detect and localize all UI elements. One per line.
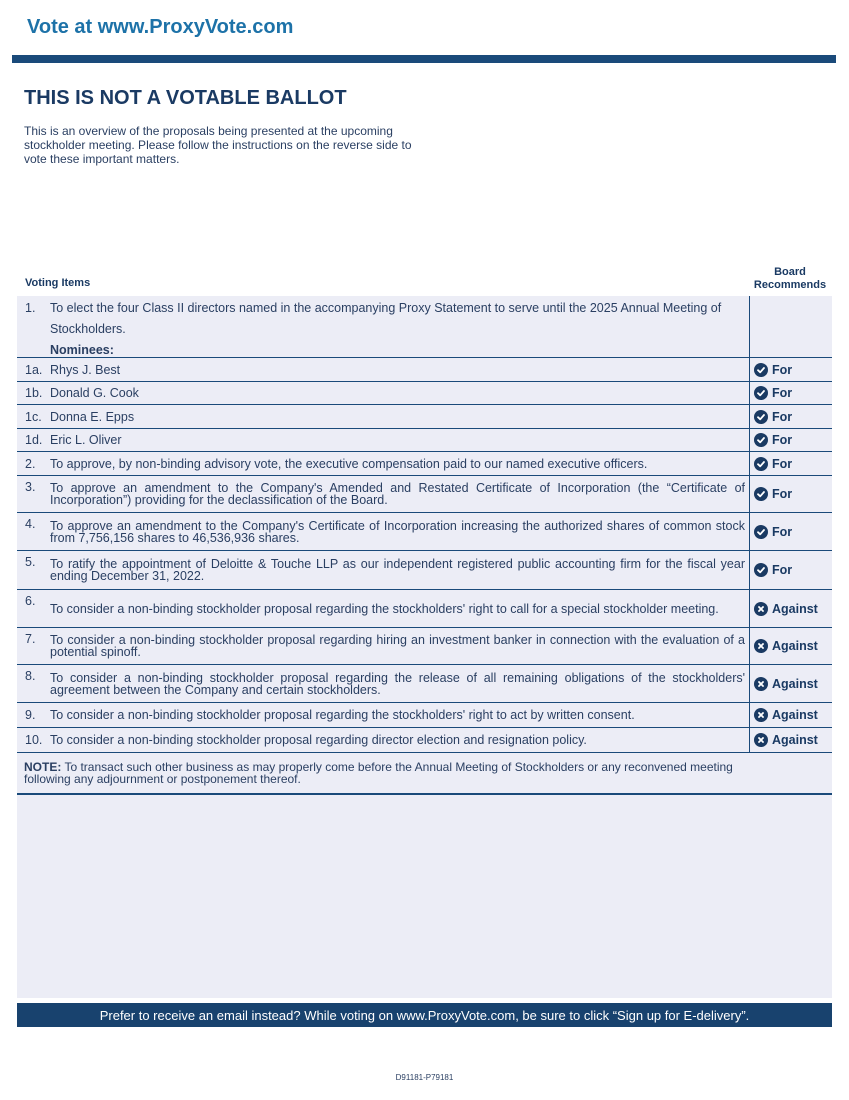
voting-item-9 — [17, 703, 832, 728]
nominee-row — [17, 358, 832, 382]
voting-item-1 — [17, 296, 832, 358]
item-text-cell — [17, 728, 749, 752]
item-number: 6. — [25, 594, 36, 608]
recommendation-value: For — [772, 386, 793, 400]
item-text: To consider a non-binding stockholder proposal regarding the release of all remaining obligations of the stockholders' agreement between the Company and certain stockholders. — [50, 670, 745, 697]
proxyvote-link[interactable]: Vote at www.ProxyVote.com — [27, 16, 294, 38]
recommendation-value: Against — [772, 676, 818, 691]
item-number: 9. — [25, 708, 36, 722]
item-number: 8. — [25, 669, 36, 683]
recommendation-value: Against — [772, 639, 818, 653]
nominee-name: Rhys J. Best — [50, 362, 121, 377]
item-text: To consider a non-binding stockholder proposal regarding hiring an investment banker in connection with the evaluation of a potential spinoff. — [50, 633, 745, 659]
nominee-text-cell — [17, 429, 749, 451]
x-circle-icon — [754, 602, 768, 616]
check-circle-icon — [754, 457, 768, 471]
check-circle-icon — [754, 410, 768, 424]
voting-item-5 — [17, 551, 832, 590]
recommendation-value: Against — [772, 708, 818, 722]
item-text: To approve an amendment to the Company's Certificate of Incorporation increasing the authorized shares of common stock from 7,756,156 shares to 46,536,936 shares. — [50, 518, 745, 545]
check-circle-icon — [754, 487, 768, 501]
item-text-cell — [17, 513, 749, 550]
voting-items-table — [17, 296, 832, 753]
item-text: To consider a non-binding stockholder proposal regarding director election and resignation policy. — [50, 733, 587, 747]
item-text: To consider a non-binding stockholder proposal regarding the stockholders' right to act by written consent. — [50, 708, 635, 722]
voting-item-1-text-cell — [17, 296, 749, 357]
note-divider — [17, 793, 832, 795]
check-circle-icon — [754, 433, 768, 447]
recommendation-cell — [749, 665, 832, 702]
board-recommends-header — [749, 266, 831, 292]
nominee-number: 1d. — [25, 433, 43, 447]
item-number: 1. — [25, 301, 36, 315]
item-text: To ratify the appointment of Deloitte & Touche LLP as our independent registered public accounting firm for the fiscal year ending December 31, 2022. — [50, 557, 745, 583]
edelivery-banner-text: Prefer to receive an email instead? While voting on www.ProxyVote.com, be sure to click “Sign up for E-delivery”. — [99, 1007, 750, 1023]
document-code: D91181-P79181 — [395, 1073, 454, 1082]
nominee-text-cell — [17, 405, 749, 428]
check-circle-icon — [754, 563, 768, 577]
item-number: 4. — [25, 517, 36, 531]
recommendation-cell — [749, 296, 832, 357]
voting-item-2 — [17, 452, 832, 476]
note-text: To transact such other business as may properly come before the Annual Meeting of Stockholders or any reconvened meeting following any adjournment or postponement thereof. — [24, 760, 733, 786]
x-circle-icon — [754, 677, 768, 691]
recommendation-cell — [749, 358, 832, 381]
nominee-text-cell — [17, 358, 749, 381]
item-text-cell — [17, 452, 749, 475]
recommendation-cell — [749, 429, 832, 451]
check-circle-icon — [754, 386, 768, 400]
recommendation-value: For — [772, 487, 793, 501]
nominees-label: Nominees: — [50, 343, 114, 357]
recommendation-value: For — [772, 362, 793, 377]
voting-item-4 — [17, 513, 832, 551]
item-text-cell — [17, 665, 749, 702]
recommendation-value: Against — [772, 733, 818, 747]
item-text: To approve an amendment to the Company's Amended and Restated Certificate of Incorporation (the “Certificate of Incorporation”) providing for the declassification of the Board. — [50, 481, 745, 507]
x-circle-icon — [754, 733, 768, 747]
recommendation-cell — [749, 590, 832, 627]
item-number: 10. — [25, 733, 43, 747]
note — [24, 761, 764, 785]
voting-item-3 — [17, 476, 832, 513]
board-recommends-line2: Recommends — [753, 279, 827, 291]
nominee-text-cell — [17, 382, 749, 404]
item-number: 2. — [25, 457, 36, 471]
item-text: To elect the four Class II directors named in the accompanying Proxy Statement to serve until the 2025 Annual Meeting of Stockholders. — [50, 301, 722, 336]
recommendation-value: For — [772, 563, 793, 577]
voting-item-6 — [17, 590, 832, 628]
recommendation-cell — [749, 551, 832, 589]
item-text: To approve, by non-binding advisory vote, the executive compensation paid to our named executive officers. — [50, 456, 648, 471]
voting-item-7 — [17, 628, 832, 665]
nominee-number: 1c. — [25, 409, 42, 424]
page-title: THIS IS NOT A VOTABLE BALLOT — [24, 87, 347, 109]
item-number: 7. — [25, 632, 36, 646]
recommendation-value: For — [772, 433, 793, 447]
intro-text: This is an overview of the proposals being presented at the upcoming stockholder meeting. Please follow the instructions on the reverse side to vote these important matters. — [24, 124, 412, 166]
recommendation-value: For — [772, 524, 793, 539]
nominee-name: Donna E. Epps — [50, 409, 135, 424]
recommendation-cell — [749, 728, 832, 752]
check-circle-icon — [754, 363, 768, 377]
item-text-cell — [17, 476, 749, 512]
board-recommends-line1: Board — [774, 266, 806, 278]
recommendation-cell — [749, 513, 832, 550]
x-circle-icon — [754, 639, 768, 653]
item-text-cell — [17, 628, 749, 664]
nominee-row — [17, 382, 832, 405]
nominee-number: 1b. — [25, 386, 43, 400]
recommendation-cell — [749, 476, 832, 512]
check-circle-icon — [754, 525, 768, 539]
nominee-number: 1a. — [25, 362, 43, 377]
note-label: NOTE: — [24, 760, 62, 774]
item-number: 5. — [25, 555, 36, 569]
voting-item-8 — [17, 665, 832, 703]
recommendation-value: Against — [772, 601, 818, 616]
header-divider — [12, 55, 836, 63]
recommendation-value: For — [772, 456, 793, 471]
nominee-name: Donald G. Cook — [50, 386, 139, 400]
item-text: To consider a non-binding stockholder proposal regarding the stockholders' right to call for a special stockholder meeting. — [50, 601, 719, 616]
item-text-cell — [17, 551, 749, 589]
recommendation-value: For — [772, 409, 793, 424]
x-circle-icon — [754, 708, 768, 722]
item-text-cell — [17, 590, 749, 627]
recommendation-cell — [749, 703, 832, 727]
item-text-cell — [17, 703, 749, 727]
nominee-row — [17, 429, 832, 452]
voting-item-10 — [17, 728, 832, 753]
recommendation-cell — [749, 628, 832, 664]
item-number: 3. — [25, 480, 36, 494]
nominee-row — [17, 405, 832, 429]
recommendation-cell — [749, 382, 832, 404]
nominee-name: Eric L. Oliver — [50, 433, 122, 447]
recommendation-cell — [749, 405, 832, 428]
recommendation-cell — [749, 452, 832, 475]
voting-items-header: Voting Items — [25, 277, 91, 289]
edelivery-banner — [17, 1003, 832, 1027]
